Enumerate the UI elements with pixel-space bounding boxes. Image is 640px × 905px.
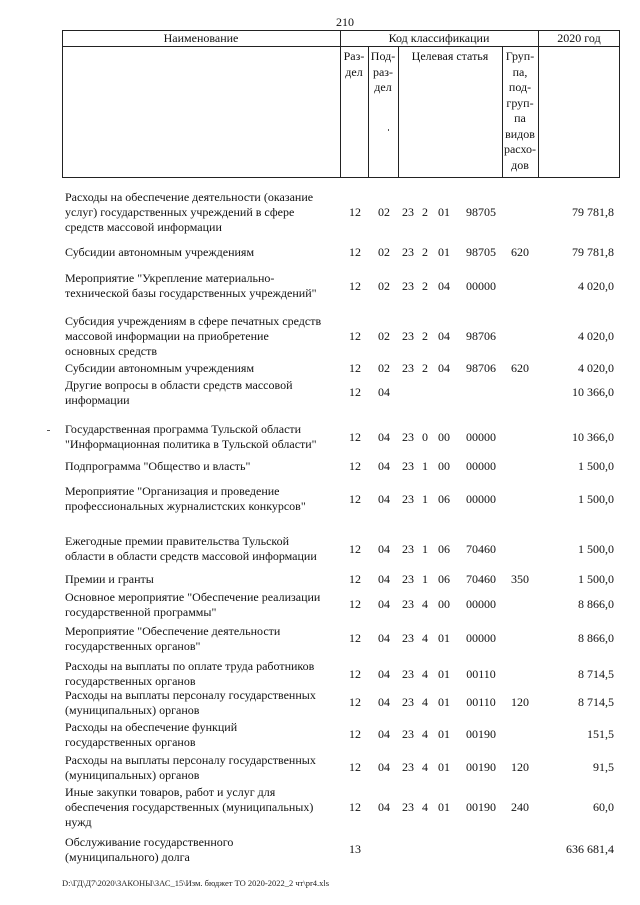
podrazdel-cell: 04	[378, 541, 390, 556]
program-code-cell: 23	[402, 328, 414, 343]
expense-group-cell	[504, 588, 536, 621]
header-group: Груп- па, под- груп- па видов расхо- дов	[503, 49, 537, 172]
amount-cell: 1 500,0	[578, 572, 614, 586]
main-event-code-cell: 06	[438, 572, 450, 586]
row-name: Субсидии автономным учреждениям	[65, 360, 255, 375]
direction-code-cell: 98705	[466, 204, 496, 219]
table-row	[0, 718, 640, 751]
podrazdel-cell: 04	[378, 666, 390, 681]
amount-cell: 91,5	[593, 760, 614, 774]
amount-cell: 79 781,8	[572, 204, 614, 219]
amount-cell: 1 500,0	[578, 491, 614, 506]
program-code-cell: 23	[402, 666, 414, 681]
razdel-cell: 12	[349, 572, 361, 586]
direction-code-cell: 00110	[466, 695, 496, 709]
subprogram-code-cell: 4	[422, 597, 428, 611]
subprogram-code-cell	[418, 832, 432, 867]
podrazdel-cell: 02	[378, 360, 390, 375]
expense-group-cell	[504, 832, 536, 867]
podrazdel-cell: 04	[378, 597, 390, 611]
podrazdel-cell: 04	[378, 799, 390, 814]
row-name: Иные закупки товаров, работ и услуг для обеспечения государственных (муниципальных) нужд	[65, 784, 314, 829]
program-code-cell	[398, 376, 418, 409]
direction-code-cell: 00110	[466, 666, 496, 681]
table-row	[0, 480, 640, 518]
direction-code-cell: 00000	[466, 631, 496, 645]
row-name: Расходы на выплаты по оплате труда работников государственных органов	[65, 659, 315, 688]
direction-code-cell: 00000	[466, 458, 496, 473]
row-name: Подпрограмма "Общество и власть"	[65, 458, 251, 473]
expense-group-cell: 620	[511, 360, 529, 375]
program-code-cell: 23	[402, 799, 414, 814]
expense-group-cell	[504, 457, 536, 475]
subprogram-code-cell: 2	[422, 204, 428, 219]
amount-cell: 10 366,0	[572, 385, 614, 399]
razdel-cell: 12	[349, 360, 361, 375]
header-name: Наименование	[163, 31, 239, 45]
row-name: Расходы на обеспечение функций государственных органов	[65, 719, 238, 749]
main-event-code-cell: 06	[438, 491, 450, 506]
row-name: Ежегодные премии правительства Тульской области в области средств массовой информации	[65, 534, 317, 563]
main-event-code-cell: 01	[438, 631, 450, 645]
table-row	[0, 530, 640, 568]
main-event-code-cell: 01	[438, 727, 450, 741]
amount-cell: 4 020,0	[578, 360, 614, 375]
subprogram-code-cell: 4	[422, 727, 428, 741]
razdel-cell: 12	[349, 458, 361, 473]
header-podrazdel: Под- раз- дел	[370, 49, 396, 94]
podrazdel-cell: 04	[378, 572, 390, 586]
main-event-code-cell: 04	[438, 360, 450, 375]
row-name: Обслуживание государственного (муниципального) долга	[65, 834, 234, 864]
table-row	[0, 240, 640, 264]
main-event-code-cell	[432, 832, 456, 867]
program-code-cell: 23	[402, 631, 414, 645]
direction-code-cell: 70460	[466, 572, 496, 586]
main-event-code-cell: 01	[438, 244, 450, 259]
razdel-cell: 12	[349, 760, 361, 774]
amount-cell: 636 681,4	[566, 842, 614, 856]
table-row	[0, 376, 640, 409]
expense-group-cell	[504, 310, 536, 362]
program-code-cell: 23	[402, 204, 414, 219]
razdel-cell: 12	[349, 727, 361, 741]
program-code-cell: 23	[402, 429, 414, 444]
table-row	[0, 588, 640, 621]
main-event-code-cell: 00	[438, 458, 450, 473]
razdel-cell: 13	[349, 842, 361, 856]
expense-group-cell: 620	[511, 244, 529, 259]
table-row	[0, 621, 640, 656]
amount-cell: 151,5	[587, 727, 614, 741]
subprogram-code-cell: 4	[422, 799, 428, 814]
program-code-cell: 23	[402, 727, 414, 741]
program-code-cell: 23	[402, 360, 414, 375]
subprogram-code-cell: 4	[422, 666, 428, 681]
main-event-code-cell: 00	[438, 429, 450, 444]
program-code-cell: 23	[402, 695, 414, 709]
amount-cell: 8 866,0	[578, 631, 614, 645]
direction-code-cell: 00190	[466, 760, 496, 774]
podrazdel-cell: 04	[378, 491, 390, 506]
main-event-code-cell	[432, 376, 456, 409]
program-code-cell: 23	[402, 597, 414, 611]
razdel-cell: 12	[349, 278, 361, 293]
razdel-cell: 12	[349, 204, 361, 219]
subprogram-code-cell: 0	[422, 429, 428, 444]
razdel-cell: 12	[349, 328, 361, 343]
row-name: Основное мероприятие "Обеспечение реализации государственной программы"	[65, 589, 321, 619]
razdel-cell: 12	[349, 631, 361, 645]
direction-code-cell: 00000	[466, 491, 496, 506]
amount-cell: 8 866,0	[578, 597, 614, 611]
row-name: Субсидии автономным учреждениям	[65, 244, 255, 259]
direction-code-cell: 00190	[466, 799, 496, 814]
subprogram-code-cell: 4	[422, 631, 428, 645]
table-row	[0, 418, 640, 456]
subprogram-code-cell: 1	[422, 491, 428, 506]
amount-cell: 79 781,8	[572, 244, 614, 259]
main-event-code-cell: 00	[438, 597, 450, 611]
row-name: Расходы на выплаты персоналу государственных (муниципальных) органов	[65, 687, 316, 717]
row-name: Премии и гранты	[65, 572, 154, 586]
expense-group-cell	[504, 718, 536, 751]
amount-cell: 4 020,0	[578, 328, 614, 343]
subprogram-code-cell: 2	[422, 244, 428, 259]
program-code-cell: 23	[402, 244, 414, 259]
program-code-cell	[398, 832, 418, 867]
razdel-cell: 12	[349, 541, 361, 556]
direction-code-cell	[458, 376, 504, 409]
table-row	[0, 571, 640, 588]
podrazdel-cell: 02	[378, 328, 390, 343]
program-code-cell: 23	[402, 278, 414, 293]
main-event-code-cell: 01	[438, 799, 450, 814]
footer-path: D:\ГД\Д7\2020\ЗАКОНЫ\ЗАС_15\Изм. бюджет ТО 2020-2022_2 чт\pr4.xls	[62, 878, 330, 888]
amount-cell: 60,0	[593, 799, 614, 814]
row-name: Расходы на выплаты персоналу государственных (муниципальных) органов	[65, 752, 316, 782]
razdel-cell: 12	[349, 666, 361, 681]
row-name: Мероприятие "Организация и проведение профессиональных журналистских конкурсов"	[65, 484, 306, 513]
amount-cell: 8 714,5	[578, 666, 614, 681]
header-year: 2020 год	[557, 31, 601, 45]
podrazdel-cell: 04	[378, 760, 390, 774]
header-target: Целевая статья	[411, 49, 489, 63]
direction-code-cell: 98706	[466, 360, 496, 375]
table-header	[62, 30, 620, 178]
subprogram-code-cell: 2	[422, 328, 428, 343]
expense-group-cell: 120	[511, 760, 529, 774]
expense-group-cell	[504, 187, 536, 237]
table-row	[0, 784, 640, 830]
main-event-code-cell: 04	[438, 328, 450, 343]
program-code-cell: 23	[402, 541, 414, 556]
direction-code-cell: 70460	[466, 541, 496, 556]
row-name: Мероприятие "Укрепление материально- технической базы государственных учреждений"	[65, 271, 317, 300]
direction-code-cell: 98705	[466, 244, 496, 259]
podrazdel-cell: 04	[378, 429, 390, 444]
program-code-cell: 23	[402, 572, 414, 586]
expense-group-cell: 120	[511, 695, 529, 709]
subprogram-code-cell: 4	[422, 695, 428, 709]
direction-code-cell: 00000	[466, 597, 496, 611]
expense-group-cell	[504, 376, 536, 409]
podrazdel-cell: 02	[378, 278, 390, 293]
table-row	[0, 187, 640, 237]
header-classification: Код классификации	[388, 31, 490, 45]
razdel-cell: 12	[349, 385, 361, 399]
row-name: Расходы на обеспечение деятельности (оказание услуг) государственных учреждений в сфере средств массовой информации	[65, 189, 314, 234]
amount-cell: 1 500,0	[578, 541, 614, 556]
table-row	[0, 310, 640, 362]
subprogram-code-cell: 1	[422, 572, 428, 586]
row-name: Мероприятие "Обеспечение деятельности государственных органов"	[65, 623, 281, 653]
main-event-code-cell: 06	[438, 541, 450, 556]
podrazdel-cell: 04	[378, 727, 390, 741]
podrazdel-cell: 04	[378, 695, 390, 709]
subprogram-code-cell: 1	[422, 458, 428, 473]
program-code-cell: 23	[402, 458, 414, 473]
program-code-cell: 23	[402, 760, 414, 774]
subprogram-code-cell: 2	[422, 278, 428, 293]
page-number: 210	[336, 15, 354, 29]
direction-code-cell: 00190	[466, 727, 496, 741]
amount-cell: 10 366,0	[572, 429, 614, 444]
podrazdel-cell: 02	[378, 204, 390, 219]
razdel-cell: 12	[349, 597, 361, 611]
direction-code-cell: 00000	[466, 278, 496, 293]
amount-cell: 4 020,0	[578, 278, 614, 293]
row-name: Государственная программа Тульской области "Информационная политика в Тульской области"	[65, 422, 317, 451]
razdel-cell: 12	[349, 799, 361, 814]
direction-code-cell	[458, 832, 504, 867]
expense-group-cell: 350	[511, 572, 529, 586]
main-event-code-cell: 01	[438, 204, 450, 219]
table-row	[0, 457, 640, 475]
expense-group-cell	[504, 530, 536, 568]
subprogram-code-cell: 4	[422, 760, 428, 774]
expense-group-cell	[504, 418, 536, 456]
podrazdel-cell: 02	[378, 244, 390, 259]
podrazdel-cell: 04	[378, 631, 390, 645]
row-name: Другие вопросы в области средств массовой информации	[65, 377, 293, 407]
podrazdel-cell: 04	[378, 385, 390, 399]
table-row	[0, 752, 640, 783]
expense-group-cell: 240	[511, 799, 529, 814]
razdel-cell: 12	[349, 429, 361, 444]
table-row	[0, 686, 640, 719]
main-event-code-cell: 01	[438, 695, 450, 709]
table-row	[0, 268, 640, 304]
direction-code-cell: 00000	[466, 429, 496, 444]
row-name: Субсидия учреждениям в сфере печатных средств массовой информации на приобретение основных средств	[65, 313, 322, 358]
podrazdel-cell: 04	[378, 458, 390, 473]
expense-group-cell	[504, 480, 536, 518]
subprogram-code-cell: 1	[422, 541, 428, 556]
subprogram-code-cell	[418, 376, 432, 409]
subprogram-code-cell: 2	[422, 360, 428, 375]
header-razdel: Раз- дел	[343, 49, 365, 79]
podrazdel-cell	[370, 832, 398, 867]
expense-group-cell	[504, 621, 536, 656]
table-row	[0, 360, 640, 376]
razdel-cell: 12	[349, 695, 361, 709]
main-event-code-cell: 01	[438, 666, 450, 681]
direction-code-cell: 98706	[466, 328, 496, 343]
program-code-cell: 23	[402, 491, 414, 506]
table-row	[0, 832, 640, 867]
razdel-cell: 12	[349, 491, 361, 506]
main-event-code-cell: 04	[438, 278, 450, 293]
main-event-code-cell: 01	[438, 760, 450, 774]
razdel-cell: 12	[349, 244, 361, 259]
amount-cell: 8 714,5	[578, 695, 614, 709]
expense-group-cell	[504, 268, 536, 304]
amount-cell: 1 500,0	[578, 458, 614, 473]
